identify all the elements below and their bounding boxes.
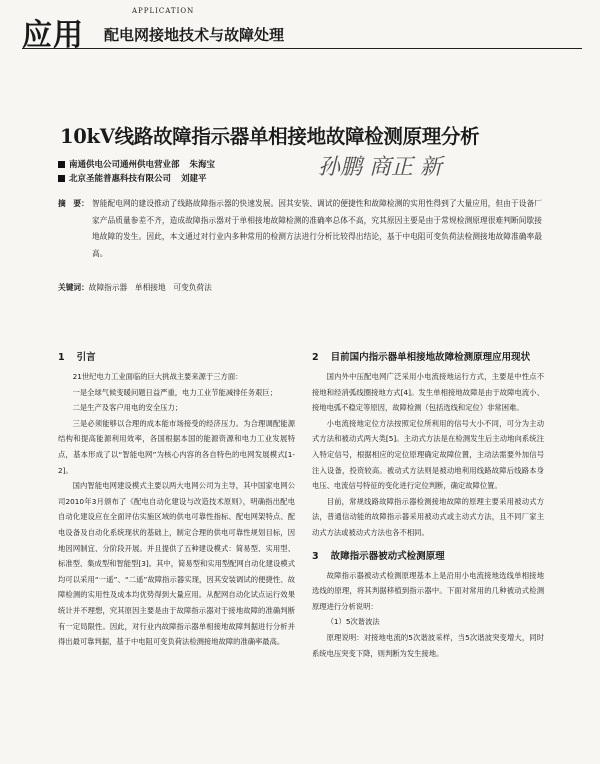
abstract-text: 智能配电网的建设推动了线路故障指示器的快速发展。因其安装、调试的便捷性和故障检测的实用性得到了大量应用，但由于设备厂家产品质量参差不齐，造成故障指示器对于单相接地故障检测的准确率总体不高，究其原因主要是由于常规检测原理很难判断间歇接地故障的发生。因此，本文通过对行业内多种常用的检测方法进行分析比较得出结论，基于中电阻可变负荷法检测接地故障准确率最高。 [92, 199, 542, 259]
section-heading [58, 350, 295, 366]
abstract-label: 摘 要： [58, 199, 89, 208]
paragraph: 故障指示器被动式检测原理基本上是沿用小电流接地选线单相接地选线的原理，将其判据移植到指示器中。下面对常用的几种被动式检测原理进行分析说明： [312, 570, 544, 611]
section-heading [312, 350, 544, 366]
keywords-label: 关键词： [58, 283, 89, 292]
paragraph: 原理说明：对接地电流的5次谐波采样，当5次谐波突变增大，同时系统电压突变下降，则判断为发生接地。 [312, 632, 544, 658]
paragraph: 国内外中压配电网广泛采用小电流接地运行方式，主要是中性点不接地和经消弧线圈接地方式[4]。发生单相接地故障是由于故障电流小、接地电弧不稳定等原因，故障检测（包括选线和定位）非常困难。 [312, 372, 544, 413]
keywords-text: 故障指示器 单相接地 可变负荷法 [88, 283, 212, 292]
author-block [58, 158, 215, 186]
author-row [58, 172, 215, 186]
abstract [58, 196, 542, 263]
paragraph: 三是必须能够以合理的成本能市场接受的经济压力。为合理调配能源结构和提高能源利用效率，各国根据本国的能源资源和电力工业发展特点，基本形成了以“智能电网”为核心内容的各自特色的电网发展模式[1-2]。 [58, 418, 295, 475]
keywords [58, 282, 212, 293]
paragraph: 21世纪电力工业面临的巨大挑战主要来源于三方面： [72, 372, 243, 381]
author-row [58, 158, 215, 172]
column-subtitle: 配电网接地技术与故障处理 [104, 26, 285, 44]
column-latin-label: APPLICATION [132, 7, 195, 15]
column-label: 应用 [22, 18, 84, 53]
author-affiliation: 北京圣能普惠科技有限公司 [69, 174, 172, 184]
paragraph: （1）5次谐波法 [326, 617, 380, 627]
right-column [312, 350, 544, 661]
section-number: 2 [312, 352, 319, 363]
author-name: 朱海宝 [189, 160, 216, 170]
paragraph: 一是全球气候变暖问题日益严重，电力工业节能减排任务艰巨； [72, 387, 277, 397]
left-column [58, 350, 295, 650]
author-name: 刘建平 [181, 174, 207, 184]
handwritten-annotation: 孙鹏 商正 新 [318, 155, 442, 180]
paragraph: 国内智能电网建设模式主要以两大电网公司为主导，其中国家电网公司2010年3月颁布了《配电自动化建设与改造技术原则》，明确指出配电自动化建设应在全面评估实施区域的供电可靠性指标、配电网架特点、配电设备及自动化系统现状的基础上，制定合理的供电可靠性规划目标，因地因网制宜、分阶段开展。并且提供了五种建设模式：简易型、实用型、标准型、集成型和智能型[3]。其中，简易型和实用型配网自动化建设模式均可以采用“一遥”、“二遥”故障指示器实现，因其安装调试的便捷性、故障检测的实用性及成本均优势得到大量应用。从配网自动化试点运行效果统计并不理想，究其原因主要是由于故障指示器对于接地故障的准确判断有一定局限性。因此，对行业内故障指示器单相接地故障判据进行分析并得出最可靠判据，基于中电阻可变负荷法检测接地故障的准确率最高。 [58, 481, 295, 647]
article-title: 10kV线路故障指示器单相接地故障检测原理分析 [60, 125, 480, 148]
paragraph: 小电流接地定位方法按照定位所利用的信号大小不同，可分为主动式方法和被动式两大类[5]。主动式方法是在检测发生后主动地向系统注入特定信号，根据相应的定位原理确定故障位置，主动法需要外加信号注入设备，投资较高。被动式方法则是被动地利用线路故障后线路本身电压、电流信号特征的变化进行定位判断，确定故障位置。 [312, 418, 544, 491]
header-rule [22, 48, 582, 49]
journal-column-header [22, 4, 582, 53]
square-bullet-icon [58, 161, 65, 168]
author-affiliation: 南通供电公司通州供电营业部 [69, 160, 180, 170]
paragraph: 二是生产及客户用电的安全压力； [72, 403, 183, 413]
section-title: 故障指示器被动式检测原理 [330, 550, 445, 562]
section-number: 1 [58, 352, 65, 363]
section-title: 引言 [76, 352, 96, 363]
section-title: 目前国内指示器单相接地故障检测原理应用现状 [330, 352, 531, 363]
paragraph: 目前，常规线路故障指示器检测接地故障的原理主要采用被动式方法，普通信动能的故障指示器采用被动式或主动式方法，且不同厂家主动式方法或被动式方法也各不相同。 [312, 496, 544, 537]
spacer [312, 541, 544, 549]
section-number: 3 [312, 550, 319, 562]
square-bullet-icon [58, 175, 65, 182]
section-heading [312, 549, 544, 565]
